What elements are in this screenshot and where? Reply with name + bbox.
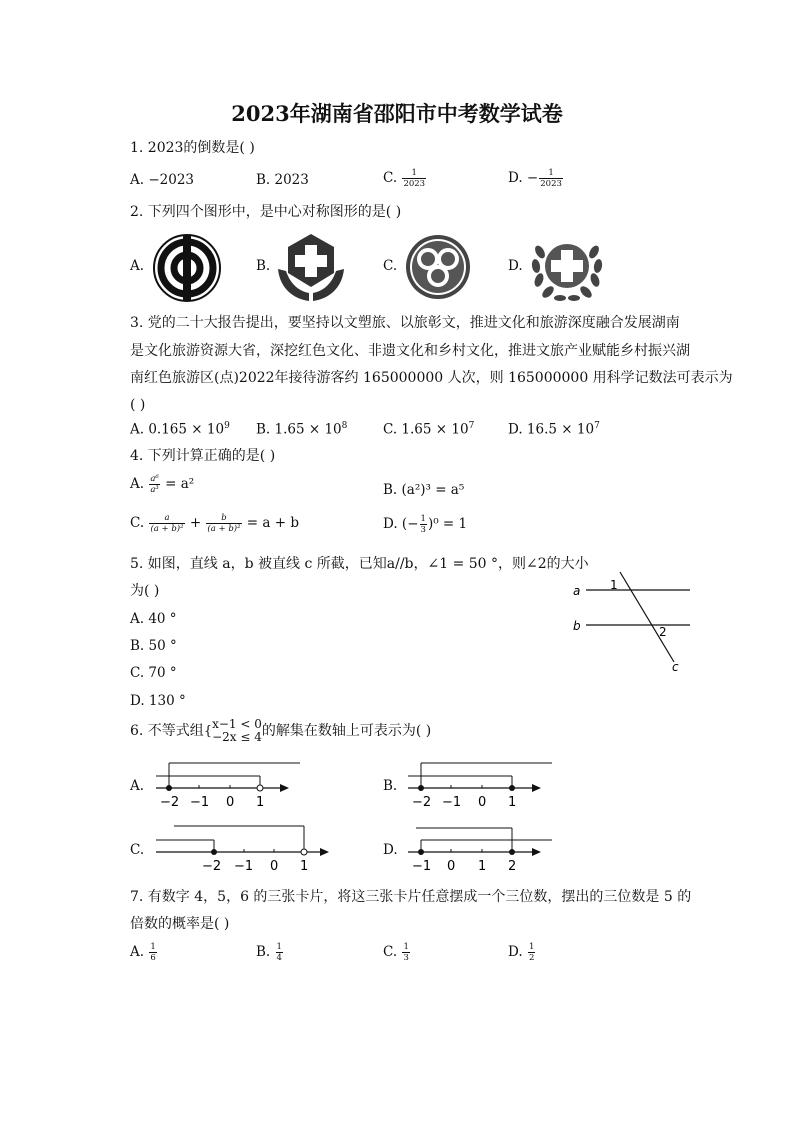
q1-option-b: B. 2023 [256,172,309,188]
svg-text:1: 1 [300,859,309,874]
parallel-lines-figure [568,570,694,676]
q7-option-b: B. $\frac{1}{4}$ [256,942,282,963]
q5-line2: 为( ) [130,583,160,599]
emblem-b-icon [276,231,346,303]
svg-text:−1: −1 [234,859,254,874]
q7-line2: 倍数的概率是( ) [130,916,230,932]
emblem-d-icon [530,232,604,302]
q6-option-c-label: C. [130,842,145,858]
q3-option-c: C. $1.65 \times 10^7$ [383,421,475,438]
q3-option-d: D. $16.5 \times 10^7$ [508,421,600,438]
page-title: 2023年湖南省邵阳市中考数学试卷 [231,101,563,126]
q6-option-a-label: A. [130,778,145,794]
q4-option-b: B. (a²)³ = a⁵ [383,482,465,498]
svg-text:1: 1 [478,859,487,874]
svg-text:2: 2 [508,859,517,874]
q4-option-a: A. $\frac{\text{a⁶}}{\text{a³}}$ = a² [130,474,195,495]
q6-option-d-label: D. [383,842,398,858]
q6-option-b-label: B. [383,778,398,794]
q7-option-c: C. $\frac{1}{3}$ [383,942,409,963]
svg-text:0: 0 [447,859,456,874]
emblem-c-icon [404,233,472,301]
q5-option-c: C. 70 ° [130,665,177,681]
q5-option-d: D. 130 ° [130,693,186,709]
q4-option-c: C. $\frac{a}{\text{(a + b)²}}$ + $\frac{b}{\text{(a + b)²}}$ = a + b [130,513,299,534]
svg-text:−1: −1 [190,795,210,810]
number-line-a [148,758,308,810]
svg-text:−2: −2 [412,795,432,810]
angle-1-label: 1 [610,578,618,592]
svg-text:0: 0 [270,859,279,874]
q5-option-a: A. 40 ° [130,611,177,627]
q3-line3: 南红色旅游区(点)2022年接待游客约 165000000 人次，则 165000000 用科学记数法可表示为 [130,370,733,386]
q4-stem: 4. 下列计算正确的是( ) [130,448,276,464]
q3-option-b: B. $1.65 \times 10^8$ [256,421,348,438]
number-line-d [404,822,564,874]
svg-text:1: 1 [508,795,517,810]
q1-option-d: D. − $\frac{1}{2023}$ [508,168,562,189]
q5-line1: 5. 如图，直线 a，b 被直线 c 所截，已知a//b，∠1 = 50 °，则∠2的大小 [130,556,589,572]
svg-text:−1: −1 [412,859,432,874]
q2-option-a-label: A. [130,258,145,274]
q3-line2: 是文化旅游资源大省，深挖红色文化、非遗文化和乡村文化，推进文旅产业赋能乡村振兴湖 [130,343,690,359]
q3-option-a: A. $0.165 \times 10^9$ [130,421,230,438]
q6-stem: 6. 不等式组{ x−1 < 0 −2x ≤ 4 的解集在数轴上可表示为( ) [130,717,432,744]
label-c: c [672,660,679,674]
angle-2-label: 2 [659,625,667,639]
q4-option-d: D. (− $\frac{1}{3}$ )⁰ = 1 [383,514,468,535]
label-a: a [573,584,581,598]
svg-text:0: 0 [478,795,487,810]
q7-line1: 7. 有数字 4，5，6 的三张卡片，将这三张卡片任意摆成一个三位数，摆出的三位数是 5 的 [130,889,692,905]
q2-option-b-label: B. [256,258,271,274]
svg-text:−2: −2 [202,859,222,874]
label-b: b [573,619,581,633]
svg-text:−2: −2 [160,795,180,810]
svg-text:1: 1 [256,795,265,810]
q1-stem: 1. 2023的倒数是( ) [130,140,255,156]
svg-text:0: 0 [226,795,235,810]
q1-option-c: C. $\frac{1}{2023}$ [383,168,426,189]
number-line-c [152,822,332,874]
q3-line1: 3. 党的二十大报告提出，要坚持以文塑旅、以旅彰文，推进文化和旅游深度融合发展湖南 [130,315,680,331]
q2-option-c-label: C. [383,258,398,274]
line-c [620,572,674,662]
svg-text:−1: −1 [442,795,462,810]
q3-line4: ( ) [130,397,146,413]
emblem-a-icon [152,233,222,303]
q1-option-a: A. −2023 [130,172,194,188]
number-line-b [400,758,560,810]
q5-option-b: B. 50 ° [130,638,177,654]
q2-option-d-label: D. [508,258,523,274]
q2-stem: 2. 下列四个图形中，是中心对称图形的是( ) [130,204,402,220]
q7-option-a: A. $\frac{1}{6}$ [130,942,156,963]
q7-option-d: D. $\frac{1}{2}$ [508,942,535,963]
